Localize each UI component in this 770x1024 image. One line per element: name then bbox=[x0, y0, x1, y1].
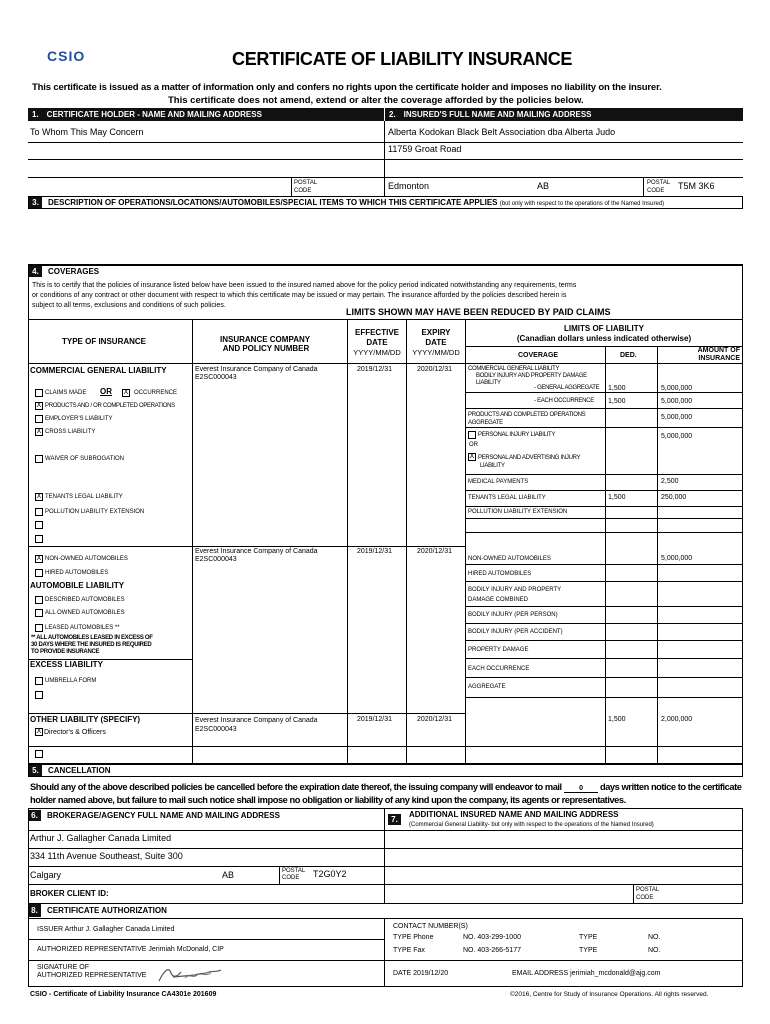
non-owned-limit-label: NON-OWNED AUTOMOBILES bbox=[468, 556, 551, 562]
coverages-text-3: subject to all terms, exclusions and conditions of such policies. bbox=[32, 302, 226, 309]
intro-line-1: This certificate is issued as a matter of information only and confers no rights upon the certificate holder and imposes no liability on the insurer. bbox=[32, 82, 662, 93]
contact-label: CONTACT NUMBER(S) bbox=[393, 923, 468, 930]
hired-label: HIRED AUTOMOBILES bbox=[45, 570, 109, 576]
leased-note: ** ALL AUTOMOBILES LEASED IN EXCESS OF 30 DAYS WHERE THE INSURED IS REQUIRED TO PROVIDE INSURANCE bbox=[31, 635, 153, 655]
col-limits: LIMITS OF LIABILITY (Canadian dollars unless indicated otherwise) bbox=[516, 324, 692, 343]
contact-no-4: NO. bbox=[648, 947, 661, 954]
broker-city: Calgary bbox=[30, 870, 62, 880]
excess-aggregate-label: AGGREGATE bbox=[468, 684, 506, 690]
insured-postal-code: T5M 3K6 bbox=[678, 181, 715, 191]
col-effective: EFFECTIVE DATE YYYY/MM/DD bbox=[353, 328, 401, 357]
do-label: Director's & Officers bbox=[44, 729, 106, 736]
personal-injury-amount: 5,000,000 bbox=[661, 433, 693, 440]
csio-logo: CSIO bbox=[47, 48, 86, 64]
certificate-holder-name: To Whom This May Concern bbox=[30, 127, 144, 137]
tenants-amount: 250,000 bbox=[661, 494, 687, 501]
page-title: CERTIFICATE OF LIABILITY INSURANCE bbox=[232, 49, 573, 69]
holder-postal-label: POSTAL CODE bbox=[294, 180, 318, 194]
insured-postal-label: POSTAL CODE bbox=[647, 180, 671, 194]
occurrence-checkbox[interactable]: X bbox=[123, 389, 129, 396]
other-effective: 2019/12/31 bbox=[357, 716, 393, 723]
non-owned-effective: 2019/12/31 bbox=[357, 548, 393, 555]
cgl-company: Everest Insurance Company of Canada E2SC000043 bbox=[195, 366, 318, 381]
broker-address: 334 11th Avenue Southeast, Suite 300 bbox=[30, 851, 183, 861]
each-occurrence-amount: 5,000,000 bbox=[661, 398, 693, 405]
other-amount: 2,000,000 bbox=[661, 716, 693, 723]
or-label: OR bbox=[100, 387, 112, 396]
contact-no-2: NO. 403-266-5177 bbox=[463, 947, 521, 954]
each-occurrence-label: - EACH OCCURRENCE bbox=[534, 398, 594, 404]
insured-province: AB bbox=[537, 181, 550, 191]
described-checkbox[interactable] bbox=[35, 596, 43, 604]
cross-label: CROSS LIABILITY bbox=[45, 429, 96, 435]
auto-title: AUTOMOBILE LIABILITY bbox=[30, 581, 125, 590]
col-coverage: COVERAGE bbox=[518, 352, 559, 359]
described-label: DESCRIBED AUTOMOBILES bbox=[45, 597, 125, 603]
medical-amount: 2,500 bbox=[661, 478, 679, 485]
contact-type-3: TYPE bbox=[579, 934, 598, 941]
section-5-header: 5. CANCELLATION bbox=[28, 764, 743, 777]
insured-city: Edmonton bbox=[388, 181, 430, 191]
contact-no-3: NO. bbox=[648, 934, 661, 941]
general-aggregate-ded: 1,500 bbox=[608, 385, 626, 392]
col-company: INSURANCE COMPANY AND POLICY NUMBER bbox=[220, 335, 311, 353]
coverages-text-1: This is to certify that the policies of insurance listed below have been issued to the insured named above for the policy period indicated notwithstanding any requirements, terms bbox=[32, 282, 577, 289]
cgl-effective: 2019/12/31 bbox=[357, 366, 393, 373]
non-owned-label: NON-OWNED AUTOMOBILES bbox=[45, 556, 128, 562]
hired-checkbox[interactable] bbox=[35, 569, 43, 577]
section-2-header: 2. INSURED'S FULL NAME AND MAILING ADDRESS bbox=[385, 108, 743, 121]
non-owned-amount: 5,000,000 bbox=[661, 555, 693, 562]
employers-label: EMPLOYER'S LIABILITY bbox=[45, 416, 113, 422]
claims-made-checkbox[interactable] bbox=[35, 389, 43, 397]
umbrella-checkbox[interactable] bbox=[35, 677, 43, 685]
excess-blank-checkbox[interactable] bbox=[35, 691, 43, 699]
hired-limit-label: HIRED AUTOMOBILES bbox=[468, 571, 532, 577]
cgl-expiry: 2020/12/31 bbox=[417, 366, 453, 373]
non-owned-expiry: 2020/12/31 bbox=[417, 548, 453, 555]
intro-line-2: This certificate does not amend, extend or alter the coverage afforded by the policies below. bbox=[168, 95, 584, 106]
authorization-date: DATE 2019/12/20 bbox=[393, 970, 449, 977]
tenants-label: TENANTS LEGAL LIABILITY bbox=[45, 494, 123, 500]
general-aggregate-amount: 5,000,000 bbox=[661, 385, 693, 392]
non-owned-checkbox[interactable]: X bbox=[36, 555, 42, 562]
other-ded: 1,500 bbox=[608, 716, 626, 723]
additional-insured-postal-label: POSTAL CODE bbox=[636, 887, 660, 901]
other-blank-checkbox[interactable] bbox=[35, 750, 43, 758]
signature-label: SIGNATURE OF AUTHORIZED REPRESENTATIVE bbox=[37, 964, 147, 979]
insured-address: 11759 Groat Road bbox=[388, 144, 462, 154]
contact-no-1: NO. 403-299-1000 bbox=[463, 934, 521, 941]
email-address: EMAIL ADDRESS jerimiah_mcdonald@ajg.com bbox=[512, 970, 661, 977]
products-checkbox[interactable]: X bbox=[36, 402, 42, 409]
personal-or-label: OR bbox=[469, 442, 478, 448]
tenants-ded: 1,500 bbox=[608, 494, 626, 501]
leased-label: LEASED AUTOMOBILES ** bbox=[45, 625, 120, 631]
all-owned-checkbox[interactable] bbox=[35, 609, 43, 617]
other-expiry: 2020/12/31 bbox=[417, 716, 453, 723]
products-limit-label: PRODUCTS AND COMPLETED OPERATIONS AGGREGATE bbox=[468, 412, 586, 426]
pd-label: PROPERTY DAMAGE bbox=[468, 647, 529, 653]
bi-accident-label: BODILY INJURY (PER ACCIDENT) bbox=[468, 629, 563, 635]
pollution-checkbox[interactable] bbox=[35, 508, 43, 516]
non-owned-company: Everest Insurance Company of Canada E2SC000043 bbox=[195, 548, 318, 563]
tenants-checkbox[interactable]: X bbox=[36, 493, 42, 500]
col-amount: AMOUNT OF INSURANCE bbox=[697, 347, 740, 362]
products-label: PRODUCTS AND / OR COMPLETED OPERATIONS bbox=[45, 403, 175, 409]
personal-injury-label: PERSONAL INJURY LIABILITY bbox=[478, 432, 556, 438]
cancellation-text-2: holder named above, but failure to mail such notice shall impose no obligation or liability of any kind upon the company, its agents or representatives. bbox=[30, 795, 626, 805]
cgl-title: COMMERCIAL GENERAL LIABILITY bbox=[30, 366, 167, 375]
medical-label: MEDICAL PAYMENTS bbox=[468, 479, 529, 485]
broker-postal-label: POSTAL CODE bbox=[282, 868, 306, 881]
contact-type-4: TYPE bbox=[579, 947, 598, 954]
section-8-header: 8. CERTIFICATE AUTHORIZATION bbox=[28, 904, 384, 917]
pollution-label: POLLUTION LIABILITY EXTENSION bbox=[45, 509, 145, 515]
all-owned-label: ALL OWNED AUTOMOBILES bbox=[45, 610, 125, 616]
personal-injury-checkbox[interactable] bbox=[468, 431, 476, 439]
pollution-limit-label: POLLUTION LIABILITY EXTENSION bbox=[468, 509, 568, 515]
other-title: OTHER LIABILITY (SPECIFY) bbox=[30, 715, 141, 724]
section-7-header: 7. ADDITIONAL INSURED NAME AND MAILING ADDRESS (Commercial General Liability- but only with respect to the operations of the Named Insured) bbox=[385, 810, 743, 830]
issuer: ISSUER Arthur J. Gallagher Canada Limited bbox=[37, 926, 175, 933]
employers-checkbox[interactable] bbox=[35, 415, 43, 423]
broker-postal-code: T2G0Y2 bbox=[313, 869, 347, 879]
signature-image bbox=[155, 963, 225, 985]
products-limit-amount: 5,000,000 bbox=[661, 414, 693, 421]
authorized-rep: AUTHORIZED REPRESENTATIVE Jerimiah McDonald, CIP bbox=[37, 946, 224, 953]
broker-client-id: BROKER CLIENT ID: bbox=[30, 889, 109, 898]
leased-checkbox[interactable] bbox=[35, 624, 43, 632]
personal-advertising-label: PERSONAL AND ADVERTISING INJURY LIABILITY bbox=[478, 455, 581, 469]
bi-pd-label: BODILY INJURY AND PROPERTY DAMAGE COMBINED bbox=[468, 587, 562, 603]
general-aggregate-label: - GENERAL AGGREGATE bbox=[534, 385, 600, 391]
personal-advertising-checkbox[interactable]: X bbox=[469, 453, 475, 460]
contact-type-2: TYPE Fax bbox=[393, 947, 425, 954]
excess-each-occurrence-label: EACH OCCURRENCE bbox=[468, 666, 530, 672]
broker-name: Arthur J. Gallagher Canada Limited bbox=[30, 833, 172, 843]
contact-type-1: TYPE Phone bbox=[393, 934, 434, 941]
section-3-header: 3. DESCRIPTION OF OPERATIONS/LOCATIONS/AUTOMOBILES/SPECIAL ITEMS TO WHICH THIS CERTIFICATE APPLIES (but only with respect to the operations of the Named Insured) bbox=[28, 196, 743, 209]
blank-checkbox[interactable] bbox=[35, 521, 43, 529]
each-occurrence-ded: 1,500 bbox=[608, 398, 626, 405]
claims-made-label: CLAIMS MADE bbox=[45, 390, 87, 396]
tenants-limit-label: TENANTS LEGAL LIABILITY bbox=[468, 495, 546, 501]
section-6-header: 6. BROKERAGE/AGENCY FULL NAME AND MAILING ADDRESS bbox=[28, 810, 384, 823]
insured-name: Alberta Kodokan Black Belt Association dba Alberta Judo bbox=[388, 127, 616, 137]
umbrella-label: UMBRELLA FORM bbox=[45, 678, 97, 684]
section-1-header: 1. CERTIFICATE HOLDER - NAME AND MAILING ADDRESS bbox=[28, 108, 384, 121]
blank-checkbox[interactable] bbox=[35, 535, 43, 543]
col-ded: DED. bbox=[620, 352, 637, 359]
col-type: TYPE OF INSURANCE bbox=[62, 337, 147, 346]
footer-form-id: CSIO - Certificate of Liability Insurance CA4301e 201609 bbox=[30, 991, 217, 998]
do-checkbox[interactable]: X bbox=[36, 728, 42, 735]
section-4-header: 4. COVERAGES bbox=[28, 265, 743, 278]
excess-title: EXCESS LIABILITY bbox=[30, 660, 103, 669]
waiver-checkbox[interactable] bbox=[35, 455, 43, 463]
other-company: Everest Insurance Company of Canada E2SC000043 bbox=[195, 717, 318, 733]
waiver-label: WAIVER OF SUBROGATION bbox=[45, 456, 125, 462]
limits-note: LIMITS SHOWN MAY HAVE BEEN REDUCED BY PAID CLAIMS bbox=[346, 307, 611, 317]
cgl-limit-label: COMMERCIAL GENERAL LIABILITY BODILY INJURY AND PROPERTY DAMAGE LIABILITY bbox=[468, 366, 587, 386]
bi-person-label: BODILY INJURY (PER PERSON) bbox=[468, 612, 558, 618]
occurrence-label: OCCURRENCE bbox=[134, 390, 178, 396]
cancellation-text-1: Should any of the above described policies be cancelled before the expiration date thereof, the issuing company will endeavor to mail 0 days written notice to the certificate bbox=[30, 782, 742, 792]
coverages-text-2: or conditions of any contract or other document with respect to which this certificate may be issued or may pertain. The insurance afforded by the policies described herein is bbox=[32, 292, 567, 299]
col-expiry: EXPIRY DATE YYYY/MM/DD bbox=[412, 328, 460, 357]
footer-copyright: ©2016, Centre for Study of Insurance Operations. All rights reserved. bbox=[510, 991, 709, 998]
cross-checkbox[interactable]: X bbox=[36, 428, 42, 435]
broker-province: AB bbox=[222, 870, 235, 880]
